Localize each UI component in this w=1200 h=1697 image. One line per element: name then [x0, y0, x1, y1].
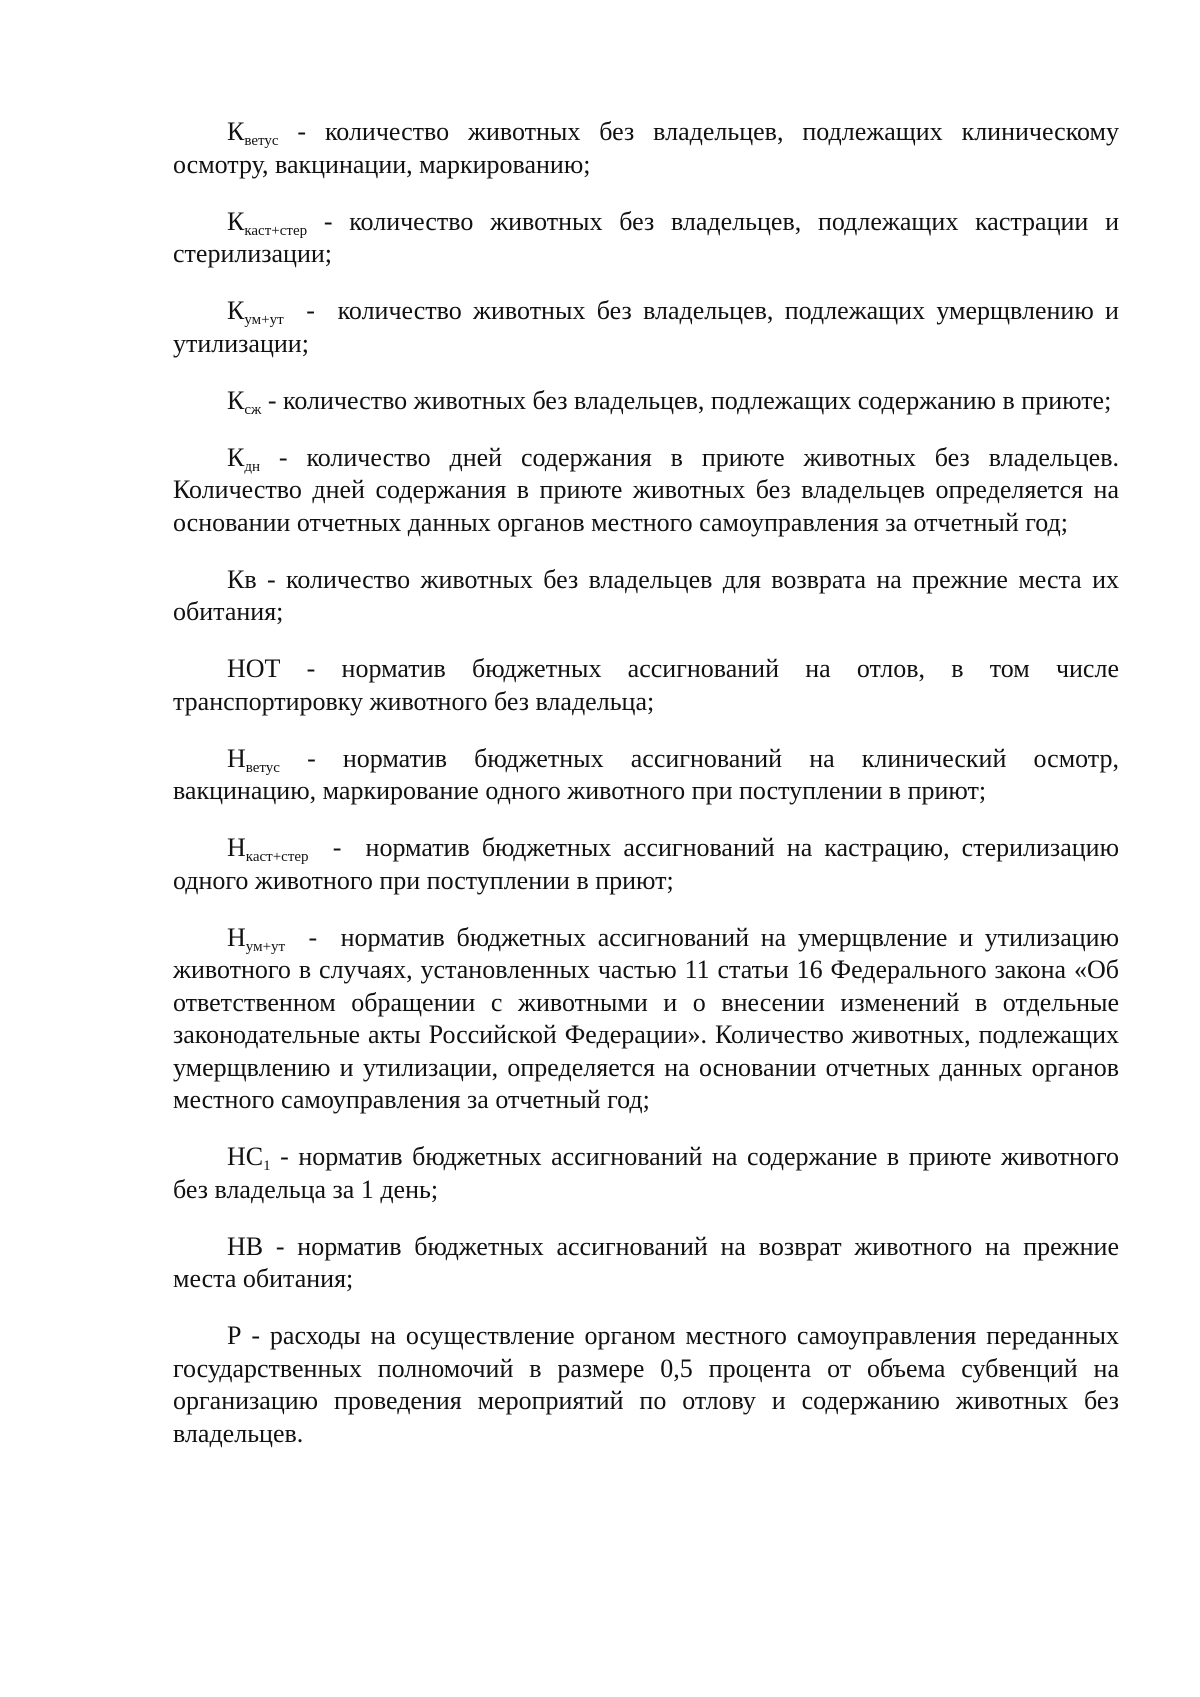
subscript: ветус	[244, 133, 279, 149]
symbol: $Н_{ум+ут}$	[227, 922, 286, 955]
document-body	[173, 116, 1119, 1475]
symbol: $НС_1$	[227, 1142, 271, 1174]
dash: -	[261, 385, 284, 415]
symbol: $К_{дн}$	[227, 442, 261, 475]
symbol: $Н_{ветус}$	[227, 743, 280, 776]
definition-ns1	[173, 1141, 1119, 1206]
definition-k-um-ut	[173, 295, 1119, 360]
definition-text: количество животных без владельцев, подлежащих клиническому осмотру, вакцинации, маркированию;	[173, 117, 1119, 179]
definition-n-vetus	[173, 743, 1119, 808]
dash: -	[263, 1231, 298, 1261]
definition-text: количество животных без владельцев, подлежащих кастрации и стерилизации;	[173, 206, 1119, 268]
definition-text: норматив бюджетных ассигнований на содержание в приюте животного без владельца за 1 день;	[173, 1142, 1119, 1204]
subscript: сж	[244, 401, 262, 418]
subscript: каст+стер	[244, 222, 308, 239]
symbol: Р	[227, 1321, 242, 1350]
definition-text: количество животных без владельцев для возврата на прежние места их обитания;	[173, 564, 1119, 626]
dash: -	[279, 743, 343, 773]
definition-k-kast-ster	[173, 206, 1119, 271]
subscript: дн	[244, 458, 261, 475]
subscript: ветус	[245, 759, 280, 776]
definition-text: количество животных без владельцев, подлежащих содержанию в приюте;	[283, 385, 1112, 415]
subscript: 1	[263, 1158, 271, 1174]
definition-r	[173, 1320, 1119, 1450]
dash: -	[285, 922, 341, 952]
dash: -	[260, 442, 307, 472]
symbol: НОТ	[227, 654, 281, 683]
symbol: $Н_{каст+стер}$	[227, 833, 309, 865]
subscript: ум+ут	[245, 938, 286, 955]
dash: -	[283, 296, 338, 325]
definition-text: расходы на осуществление органом местного самоуправления переданных государственных полномочий в размере 0,5 процента от объема субвенций на организацию проведения мероприятий по отлову и содержанию животных без владельцев.	[173, 1321, 1119, 1448]
definition-text: количество дней содержания в приюте животных без владельцев. Количество дней содержания в приюте животных без владельцев определяется на основании отчетных данных органов местного самоуправления за отчетный год;	[173, 442, 1119, 537]
dash: -	[270, 1142, 299, 1171]
definition-not	[173, 653, 1119, 718]
definition-nv	[173, 1231, 1119, 1296]
symbol: $К_{ум+ут}$	[227, 296, 284, 328]
symbol: Кв	[227, 564, 257, 594]
definition-text: норматив бюджетных ассигнований на умерщвление и утилизацию животного в случаях, установленных частью 11 статьи 16 Федерального закона «Об ответственном обращении с животными и о внесении изменений в отдельные законодательные акты Российской Федерации». Количество животных, подлежащих умерщвлению и утилизации, определяется на основании отчетных данных органов местного самоуправления за отчетный год;	[173, 922, 1119, 1114]
definition-text: норматив бюджетных ассигнований на возврат животного на прежние места обитания;	[173, 1231, 1119, 1293]
definition-text: норматив бюджетных ассигнований на клинический осмотр, вакцинацию, маркирование одного животного при поступлении в приют;	[173, 743, 1119, 805]
definition-text: норматив бюджетных ассигнований на отлов, в том числе транспортировку животного без владельца;	[173, 654, 1119, 716]
symbol: $К_{ветус}$	[227, 117, 279, 149]
symbol: $К_{сж}$	[227, 385, 262, 418]
subscript: ум+ут	[244, 312, 284, 328]
dash: -	[280, 654, 342, 683]
dash: -	[307, 206, 350, 236]
subscript: каст+стер	[245, 849, 309, 865]
definition-kv	[173, 564, 1119, 629]
dash: -	[256, 564, 287, 594]
definition-k-szh	[173, 385, 1119, 418]
symbol: $К_{каст+стер}$	[227, 206, 308, 239]
dash: -	[308, 833, 366, 862]
definition-text: норматив бюджетных ассигнований на кастрацию, стерилизацию одного животного при поступлении в приют;	[173, 833, 1119, 895]
dash: -	[241, 1321, 270, 1350]
definition-k-vetus	[173, 116, 1119, 181]
definition-k-dn	[173, 442, 1119, 540]
definition-text: количество животных без владельцев, подлежащих умерщвлению и утилизации;	[173, 296, 1119, 358]
dash: -	[278, 117, 325, 146]
symbol: НВ	[227, 1231, 264, 1261]
definition-n-kast-ster	[173, 832, 1119, 897]
definition-n-um-ut	[173, 922, 1119, 1117]
